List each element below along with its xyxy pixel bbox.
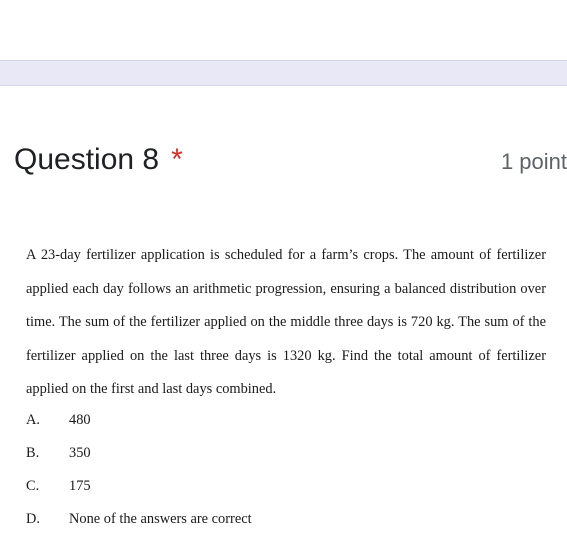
option-letter: D. <box>26 511 40 527</box>
option-letter: C. <box>26 478 40 494</box>
option-text: 480 <box>69 412 91 428</box>
option-a[interactable] <box>26 404 546 437</box>
option-c[interactable] <box>26 470 546 503</box>
question-body: A 23-day fertilizer application is scheduled for a farm’s crops. The amount of fertilizer applied each day follows an arithmetic progression, ensuring a balanced distribution over time. The sum of the fertilizer applied on the middle three days is 720 kg. The sum of the fertilizer applied on the last three days is 1320 kg. Find the total amount of fertilizer applied on the first and last days combined. <box>26 247 546 397</box>
question-title-text: Question 8 <box>14 143 160 176</box>
question-points: 1 point <box>500 149 567 174</box>
section-divider-band <box>0 60 567 86</box>
option-letter: A. <box>26 412 40 428</box>
option-text: 175 <box>69 478 91 494</box>
question-header <box>0 140 567 184</box>
option-letter: B. <box>26 445 40 461</box>
required-asterisk: * <box>171 143 183 176</box>
option-d[interactable] <box>26 503 546 536</box>
answer-options <box>26 404 546 536</box>
question-title <box>14 140 183 180</box>
option-text: 350 <box>69 445 91 461</box>
option-b[interactable] <box>26 437 546 470</box>
option-text: None of the answers are correct <box>69 511 252 527</box>
